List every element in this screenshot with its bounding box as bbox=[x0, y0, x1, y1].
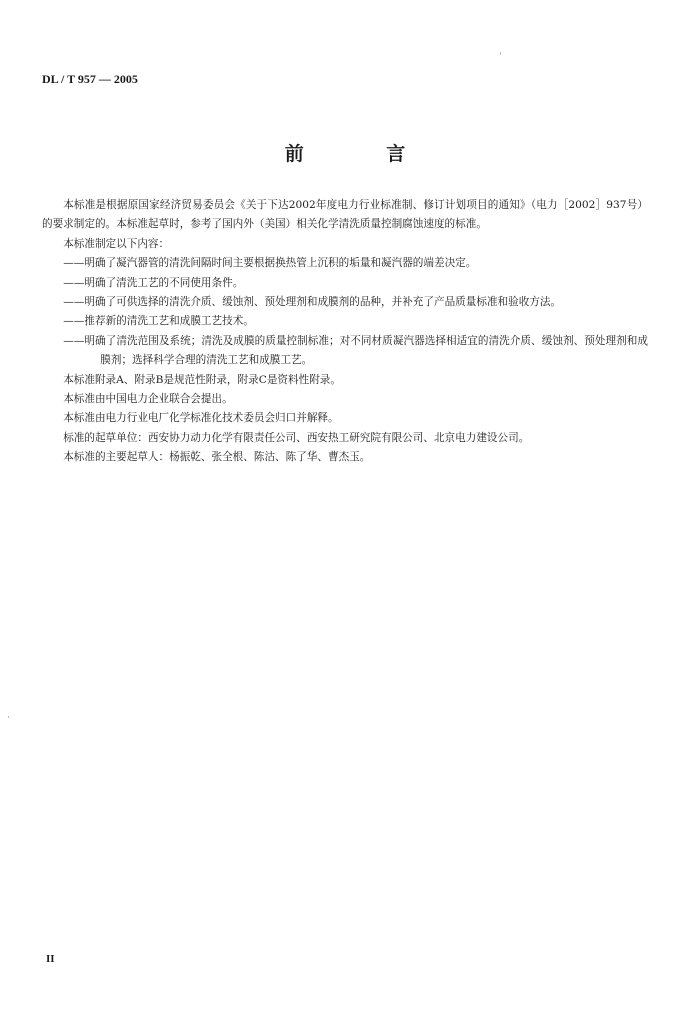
foreword-body bbox=[42, 196, 648, 468]
drafting-units: 标准的起草单位：西安协力动力化学有限责任公司、西安热工研究院有限公司、北京电力建设公司。 bbox=[63, 431, 530, 444]
list-item: ——明确了清洗工艺的不同使用条件。 bbox=[63, 276, 244, 289]
appendix-note: 本标准附录A、附录B是规范性附录，附录C是资料性附录。 bbox=[63, 373, 341, 386]
scan-mark bbox=[500, 52, 501, 55]
list-item: ——明确了清洗范围及系统；清洗及成膜的质量控制标准；对不同材质凝汽器选择相适宜的清洗介质、缓蚀剂、预处理剂和成膜剂；选择科学合理的清洗工艺和成膜工艺。 bbox=[63, 334, 648, 367]
list-item: ——推荐新的清洗工艺和成膜工艺技术。 bbox=[63, 315, 254, 328]
proposer-note: 本标准由中国电力企业联合会提出。 bbox=[63, 393, 233, 406]
content-lead: 本标准制定以下内容： bbox=[63, 237, 170, 250]
page-number: II bbox=[46, 953, 55, 965]
list-item: ——明确了凝汽器管的清洗间隔时间主要根据换热管上沉积的垢量和凝汽器的端差决定。 bbox=[63, 257, 477, 270]
document-code: DL / T 957 — 2005 bbox=[42, 72, 138, 86]
interpretation-note: 本标准由电力行业电厂化学标准化技术委员会归口并解释。 bbox=[63, 412, 339, 425]
list-item: ——明确了可供选择的清洗介质、缓蚀剂、预处理剂和成膜剂的品种，并补充了产品质量标准和验收方法。 bbox=[63, 296, 562, 309]
scan-mark bbox=[8, 716, 9, 718]
intro-paragraph: 本标准是根据原国家经济贸易委员会《关于下达2002年度电力行业标准制、修订计划项目的通知》（电力［2002］937号）的要求制定的。本标准起草时，参考了国内外（美国）相关化学清洗质量控制腐蚀速度的标准。 bbox=[42, 199, 648, 231]
page-title: 前 言 bbox=[284, 143, 444, 165]
drafters: 本标准的主要起草人：杨振乾、张全根、陈沽、陈了华、曹杰玉。 bbox=[63, 451, 371, 464]
